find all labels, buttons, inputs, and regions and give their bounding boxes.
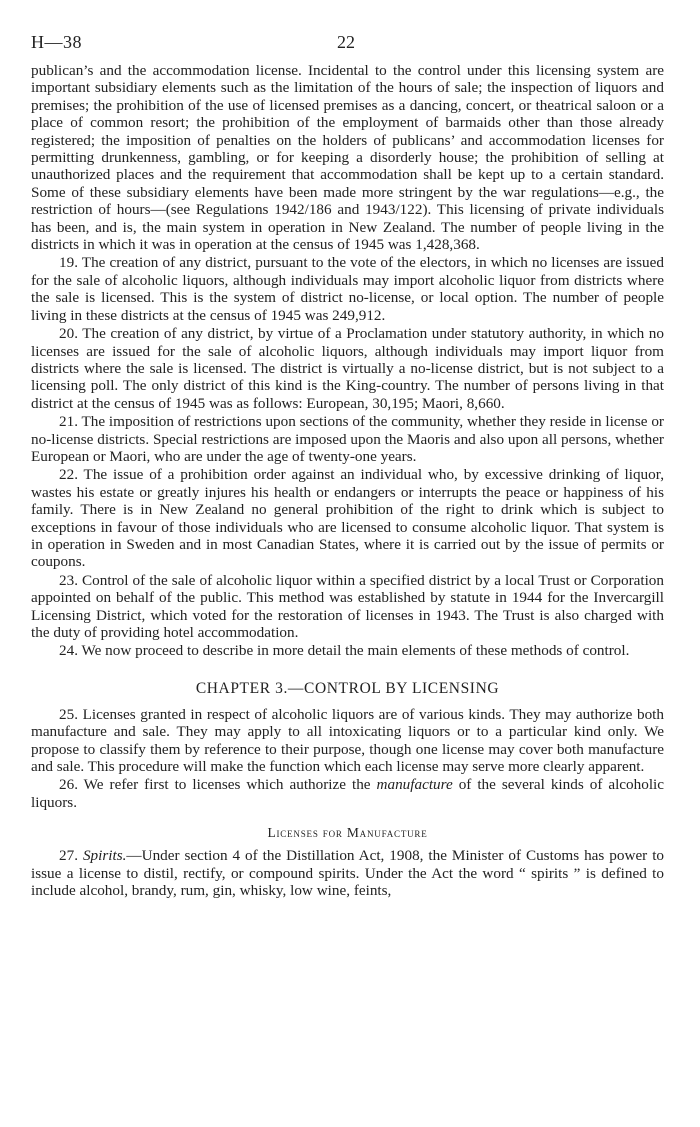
section-subheading: Licenses for Manufacture [267, 825, 428, 841]
document-reference: H—38 [31, 32, 82, 52]
paragraph-26 [31, 776, 664, 811]
paragraph-27-text: —Under section 4 of the Distillation Act, 1908, the Minister of Customs has power to issue a license to distil, rectify, or compound spirits. Under the Act the word “ spirits ” is defined to include alcohol, brandy, rum, gin, whisky, low wine, feints, [31, 847, 665, 900]
chapter-heading: CHAPTER 3.—CONTROL BY LICENSING [195, 679, 500, 697]
page-header [31, 28, 664, 62]
page-number: 22 [337, 32, 355, 52]
paragraph-27-number: 27. [59, 847, 83, 865]
paragraph-26-text-after: of the several kinds of alcoholic liquors. [31, 776, 665, 811]
paragraph-19: 19. The creation of any district, pursuant to the vote of the electors, in which no licenses are issued for the sale of alcoholic liquors, although individuals may import alcoholic liquor from districts where the sale is licensed. This is the system of district no-license, or local option. The number of people living in these districts at the census of 1945 was 249,912. [31, 254, 664, 324]
paragraph-27 [31, 847, 664, 899]
paragraph-27-italic-title: Spirits. [82, 847, 127, 865]
paragraph-23: 23. Control of the sale of alcoholic liquor within a specified district by a local Trust or Corporation appointed on behalf of the public. This method was established by statute in 1944 for the Invercargill Licensing District, which voted for the restoration of licenses in 1943. The Trust is also charged with the duty of providing hotel accommodation. [31, 571, 664, 641]
paragraph-26-text-before: 26. We refer first to licenses which authorize the [59, 776, 377, 794]
paragraph-24: 24. We now proceed to describe in more detail the main elements of these methods of control. [59, 642, 630, 660]
paragraph-continued: publican’s and the accommodation license. Incidental to the control under this licensing system are important subsidiary elements such as the limitation of the hours of sale; the inspection of liquors and premises; the prohibition of the use of licensed premises as a dancing, concert, or theatrical saloon or a place of common resort; the prohibition of the employment of barmaids other than those already registered; the imposition of penalties on the holders of publicans’ and accommodation licenses for permitting drunkenness, gambling, or for keeping a disorderly house; the prohibition of selling at unauthorized places and the requirement that accommodation shall be kept up to a certain standard. Some of these subsidiary elements have been made more stringent by the war regulations—e.g., the restriction of hours—(see Regulations 1942/186 and 1943/122). This licensing of private individuals has been, and is, the main system in operation in New Zealand. The number of people living in the districts in which it was in operation at the census of 1945 was 1,428,368. [31, 62, 664, 254]
paragraph-20: 20. The creation of any district, by virtue of a Proclamation under statutory authority, in which no licenses are issued for the sale of alcoholic liquors, although individuals may import liquor from districts where the sale is licensed. The district is virtually a no-license district, but is not subject to a licensing poll. The only district of this kind is the King-country. The number of persons living in that district at the census of 1945 was as follows: European, 30,195; Maori, 8,660. [31, 325, 664, 412]
document-body [31, 62, 664, 899]
paragraph-25: 25. Licenses granted in respect of alcoholic liquors are of various kinds. They may authorize both manufacture and sale. They may apply to all intoxicating liquors or to a particular kind only. We propose to classify them by reference to their purpose, though one license may cover both manufacture and sale. This procedure will make the function which each license may serve more clearly apparent. [31, 705, 664, 776]
paragraph-26-italic: manufacture [376, 776, 453, 794]
paragraph-21: 21. The imposition of restrictions upon sections of the community, whether they reside in license or no-license districts. Special restrictions are imposed upon the Maoris and also upon all persons, whether European or Maori, who are under the age of twenty-one years. [31, 413, 664, 465]
paragraph-22: 22. The issue of a prohibition order against an individual who, by excessive drinking of liquor, wastes his estate or greatly injures his health or endangers or interrupts the peace or happiness of his family. There is in New Zealand no general prohibition of the right to drink which is subject to exceptions in favour of those individuals who are licensed to consume alcoholic liquor. That system is in operation in Sweden and in most Canadian States, where it is carried out by the issue of permits or coupons. [31, 466, 664, 571]
